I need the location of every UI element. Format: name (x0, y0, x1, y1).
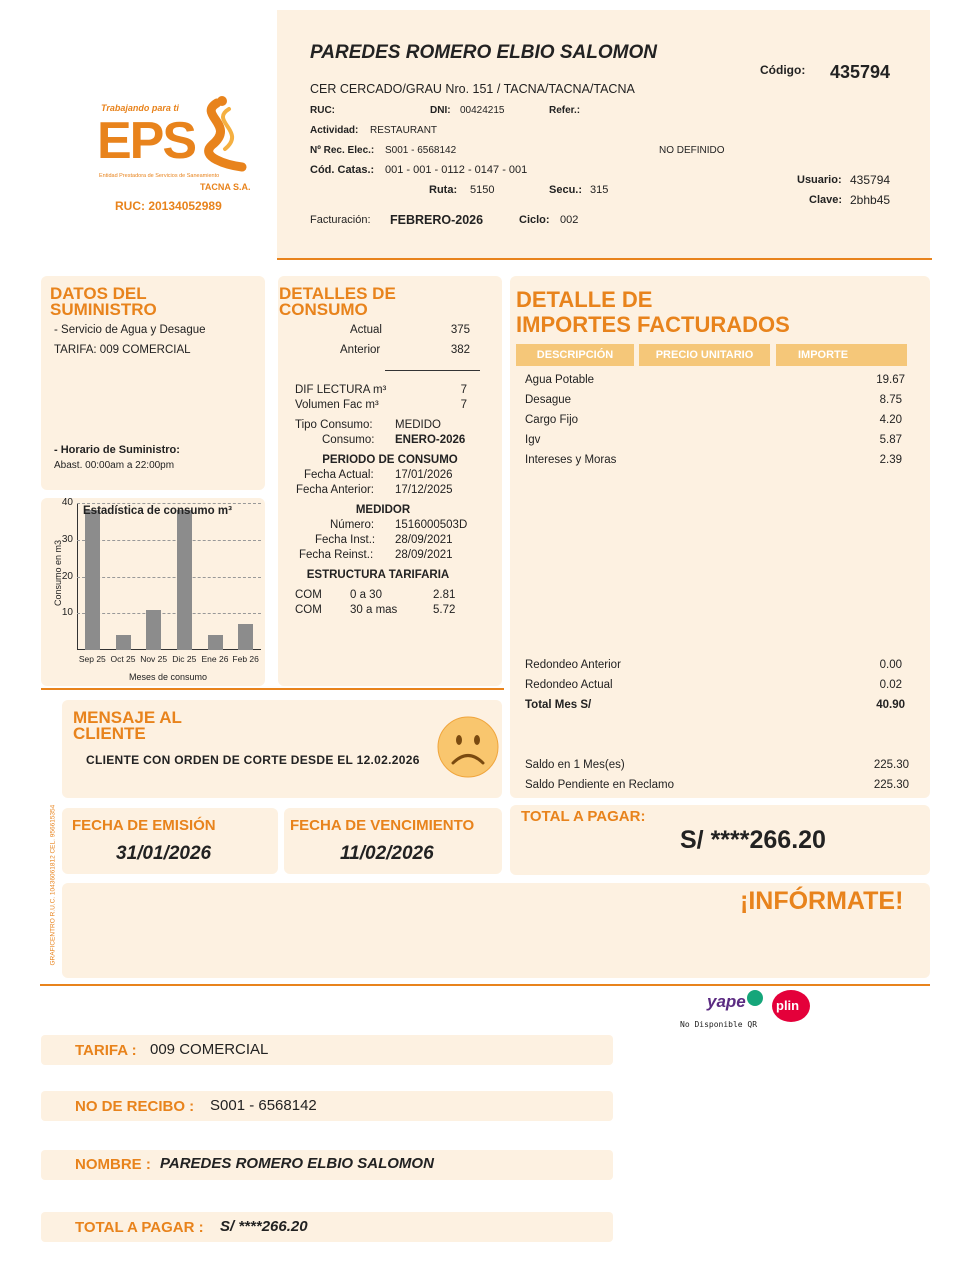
secu-value: 315 (590, 184, 609, 196)
redondeo-ant-value: 0.00 (879, 659, 902, 671)
coupon-tarifa-value: 009 COMERCIAL (150, 1041, 269, 1058)
importe-desc: Cargo Fijo (525, 414, 579, 426)
mid-divider (41, 688, 504, 690)
consumo-value: ENERO-2026 (395, 434, 466, 446)
horario-label: - Horario de Suministro: (54, 444, 180, 456)
chart-xtick-label: Feb 26 (232, 654, 259, 664)
chart-gridline (77, 613, 261, 614)
facturacion-value: FEBRERO-2026 (390, 213, 484, 227)
dif-label: DIF LECTURA m³ (295, 384, 387, 396)
fecha-anterior-label: Fecha Anterior: (296, 484, 374, 496)
coupon-total-label: TOTAL A PAGAR : (75, 1219, 204, 1236)
plin-logo (772, 990, 810, 1022)
consumo-panel (278, 276, 502, 686)
chart-xtick-label: Ene 26 (201, 654, 229, 664)
chart-ytick-label: 20 (61, 570, 73, 582)
periodo-title: PERIODO DE CONSUMO (322, 454, 458, 466)
importe-value: 4.20 (879, 414, 902, 426)
coupon-recibo-value: S001 - 6568142 (210, 1097, 317, 1114)
redondeo-act-value: 0.02 (879, 679, 902, 691)
sad-face-icon (437, 716, 499, 778)
suministro-tarifa: TARIFA: 009 COMERCIAL (54, 344, 191, 356)
logo-city: TACNA S.A. (200, 182, 251, 192)
customer-name: PAREDES ROMERO ELBIO SALOMON (310, 42, 657, 63)
chart-title: Estadística de consumo m³ (83, 505, 232, 517)
chart-gridline (77, 577, 261, 578)
customer-address: CER CERCADO/GRAU Nro. 151 / TACNA/TACNA/TACNA (310, 82, 635, 96)
chart-bar (238, 624, 253, 650)
col-importe: IMPORTE (776, 344, 907, 366)
nrec-label: Nº Rec. Elec.: (310, 145, 375, 156)
actividad-label: Actividad: (310, 125, 359, 136)
chart-ytick-label: 10 (61, 607, 73, 619)
catas-value: 001 - 001 - 0112 - 0147 - 001 (385, 164, 528, 176)
importe-desc: Agua Potable (525, 374, 595, 386)
volumen-label: Volumen Fac m³ (295, 399, 379, 411)
reinst-label: Fecha Reinst.: (299, 549, 374, 561)
logo-subtitle: Entidad Prestadora de Servicios de Saneamiento (99, 173, 220, 179)
vencimiento-value: 11/02/2026 (340, 843, 434, 864)
eps-logo (95, 95, 265, 220)
coupon-nombre-label: NOMBRE : (75, 1156, 151, 1173)
usuario-label: Usuario: (797, 174, 842, 186)
chart-bar (85, 510, 100, 650)
importe-value: 5.87 (879, 434, 902, 446)
suministro-servicio: - Servicio de Agua y Desague (54, 324, 206, 336)
actual-value: 375 (450, 324, 470, 336)
chart-bar (208, 635, 223, 650)
secu-label: Secu.: (549, 184, 583, 196)
nrec-value: S001 - 6568142 (385, 145, 457, 156)
estructura-title: ESTRUCTURA TARIFARIA (306, 569, 450, 581)
saldo-label: Saldo en 1 Mes(es) (525, 759, 625, 771)
dni-label: DNI: (430, 105, 451, 116)
chart-xtick-label: Dic 25 (172, 654, 197, 664)
mensaje-text: CLIENTE CON ORDEN DE CORTE DESDE EL 12.02.2026 (86, 753, 420, 767)
chart-xtick-label: Sep 25 (78, 654, 106, 664)
reclamo-label: Saldo Pendiente en Reclamo (525, 779, 674, 791)
volumen-value: 7 (460, 399, 467, 411)
chart-bar (177, 510, 192, 650)
yape-badge-icon (747, 990, 763, 1006)
importe-desc: Igv (525, 434, 541, 446)
tarifa-rango: 0 a 30 (350, 589, 382, 601)
mensaje-title-2: CLIENTE (73, 724, 146, 743)
logo-tagline: Trabajando para ti (101, 103, 179, 113)
logo-brand: EPS (97, 112, 196, 170)
anterior-value: 382 (450, 344, 470, 356)
reclamo-value: 225.30 (873, 779, 909, 791)
inst-value: 28/09/2021 (395, 534, 453, 546)
plin-text: plin (776, 998, 800, 1013)
consumo-title-2: CONSUMO (279, 300, 368, 319)
fecha-anterior-value: 17/12/2025 (395, 484, 453, 496)
chart-gridline (77, 503, 261, 504)
importes-title-2: IMPORTES FACTURADOS (516, 312, 790, 337)
coupon-total-value: S/ ****266.20 (220, 1218, 308, 1235)
fecha-actual-value: 17/01/2026 (395, 469, 453, 481)
chart-bar (146, 610, 161, 650)
bottom-divider (40, 984, 930, 986)
logo-swirl-icon (187, 95, 257, 173)
tarifa-precio: 2.81 (433, 589, 456, 601)
chart-bar (116, 635, 131, 650)
chart-xlabel: Meses de consumo (129, 672, 208, 682)
total-label: TOTAL A PAGAR: (521, 808, 646, 825)
ciclo-value: 002 (560, 214, 579, 226)
horario-value: Abast. 00:00am a 22:00pm (54, 460, 175, 471)
emision-label: FECHA DE EMISIÓN (72, 817, 216, 834)
tarifa-cat: COM (295, 604, 322, 616)
chart-xtick-label: Oct 25 (110, 654, 136, 664)
catas-label: Cód. Catas.: (310, 164, 375, 176)
vencimiento-label: FECHA DE VENCIMIENTO (290, 817, 475, 834)
actividad-value: RESTAURANT (370, 125, 438, 136)
no-definido: NO DEFINIDO (659, 145, 725, 156)
tarifa-rango: 30 a mas (350, 604, 398, 616)
suministro-title-1: DATOS DEL (50, 284, 147, 303)
consumo-title-1: DETALLES DE (279, 284, 396, 303)
consumption-chart (41, 498, 265, 686)
yape-text: yape (707, 992, 746, 1011)
chart-ylabel: Consumo en m3 (53, 539, 64, 607)
header-divider (277, 258, 932, 260)
total-value: S/ ****266.20 (680, 826, 826, 854)
printer-side-text: GRAFICENTRO R.U.C. 10436061812 CEL. 956615354 (49, 804, 57, 966)
tipo-label: Tipo Consumo: (295, 419, 373, 431)
clave-label: Clave: (809, 194, 843, 206)
actual-label: Actual (350, 324, 382, 336)
chart-ytick-label: 30 (61, 533, 73, 545)
anterior-label: Anterior (340, 344, 381, 356)
saldo-value: 225.30 (873, 759, 909, 771)
tarifa-cat: COM (295, 589, 322, 601)
numero-value: 1516000503D (395, 519, 468, 531)
ciclo-label: Ciclo: (519, 214, 550, 226)
usuario-value: 435794 (850, 173, 891, 187)
col-descripcion: DESCRIPCIÓN (516, 344, 634, 366)
dni-value: 00424215 (460, 105, 505, 116)
chart-gridline (77, 540, 261, 541)
mensaje-title-1: MENSAJE AL (73, 708, 182, 727)
redondeo-act-label: Redondeo Actual (525, 679, 613, 691)
dif-value: 7 (460, 384, 467, 396)
chart-ytick-label: 40 (61, 497, 73, 508)
importe-value: 2.39 (879, 454, 902, 466)
ruc-label: RUC: (310, 105, 335, 116)
fecha-actual-label: Fecha Actual: (304, 469, 374, 481)
importes-title-1: DETALLE DE (516, 287, 653, 312)
reading-divider (385, 370, 480, 371)
redondeo-ant-label: Redondeo Anterior (525, 659, 621, 671)
informate-title: ¡INFÓRMATE! (740, 887, 904, 915)
numero-label: Número: (330, 519, 375, 531)
suministro-title-2: SUMINISTRO (50, 300, 157, 319)
reinst-value: 28/09/2021 (395, 549, 453, 561)
total-mes-value: 40.90 (876, 699, 905, 711)
col-precio: PRECIO UNITARIO (639, 344, 770, 366)
importe-value: 19.67 (876, 374, 905, 386)
inst-label: Fecha Inst.: (315, 534, 376, 546)
consumo-label: Consumo: (322, 434, 375, 446)
importe-desc: Intereses y Moras (525, 454, 617, 466)
facturacion-label: Facturación: (310, 214, 371, 226)
codigo-value: 435794 (830, 62, 891, 82)
coupon-nombre-value: PAREDES ROMERO ELBIO SALOMON (160, 1155, 434, 1172)
tipo-value: MEDIDO (395, 419, 441, 431)
importe-desc: Desague (525, 394, 572, 406)
importe-value: 8.75 (879, 394, 902, 406)
codigo-label: Código: (760, 63, 806, 77)
tarifa-precio: 5.72 (433, 604, 456, 616)
clave-value: 2bhb45 (850, 193, 891, 207)
chart-xtick-label: Nov 25 (140, 654, 168, 664)
medidor-title: MEDIDOR (355, 504, 411, 516)
ruta-value: 5150 (470, 184, 495, 196)
coupon-tarifa-label: TARIFA : (75, 1042, 137, 1059)
refer-label: Refer.: (549, 105, 581, 116)
total-mes-label: Total Mes S/ (525, 699, 592, 711)
logo-ruc: RUC: 20134052989 (115, 199, 222, 213)
yape-logo (705, 990, 765, 1018)
no-qr-text: No Disponible QR (680, 1020, 758, 1029)
coupon-recibo-label: NO DE RECIBO : (75, 1098, 195, 1115)
ruta-label: Ruta: (429, 184, 458, 196)
emision-value: 31/01/2026 (116, 843, 212, 864)
